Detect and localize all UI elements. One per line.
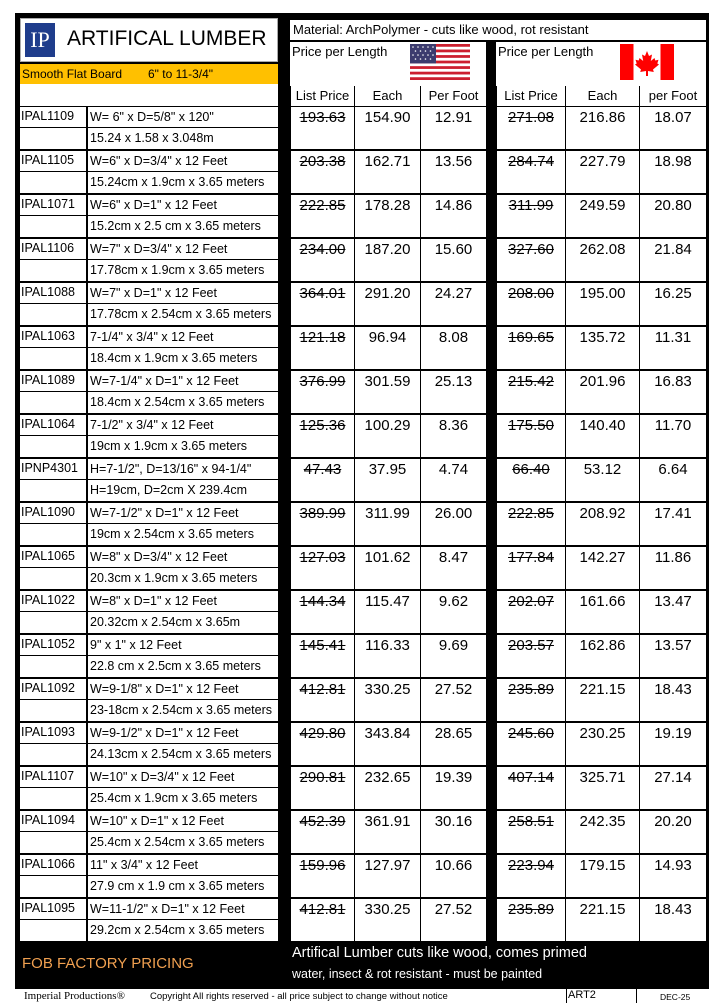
item-metric-size: 25.4cm x 1.9cm x 3.65 meters: [88, 788, 278, 809]
ca-each-price: 179.15: [566, 855, 639, 897]
item-code-spacer: [20, 436, 86, 457]
canada-flag-icon: [620, 44, 674, 80]
us-list-price: 412.81: [291, 679, 354, 721]
us-list-price: 203.38: [291, 151, 354, 193]
ca-list-price: 223.94: [497, 855, 565, 897]
item-code-spacer: [20, 172, 86, 193]
item-code: IPAL1066: [20, 855, 86, 875]
ca-foot-price: 18.98: [640, 151, 706, 193]
ca-each-price: 249.59: [566, 195, 639, 237]
ca-foot-price: 11.70: [640, 415, 706, 457]
us-each-price: 311.99: [355, 503, 420, 545]
ca-list-price: 222.85: [497, 503, 565, 545]
item-description: W=8" x D=3/4" x 12 Feet: [88, 547, 278, 567]
us-each-price: 301.59: [355, 371, 420, 413]
us-list-price: 389.99: [291, 503, 354, 545]
item-metric-size: 20.3cm x 1.9cm x 3.65 meters: [88, 568, 278, 589]
ca-list-price: 177.84: [497, 547, 565, 589]
item-metric-size: 19cm x 2.54cm x 3.65 meters: [88, 524, 278, 545]
us-foot-price: 12.91: [421, 107, 486, 149]
ca-each-price: 325.71: [566, 767, 639, 809]
copyright-notice: Copyright All rights reserved - all price subject to change without notice: [150, 991, 448, 1002]
item-code: IPAL1090: [20, 503, 86, 523]
ca-list-price: 407.14: [497, 767, 565, 809]
us-list-price: 144.34: [291, 591, 354, 633]
us-list-price: 234.00: [291, 239, 354, 281]
ca-list-price: 208.00: [497, 283, 565, 325]
us-list-price: 127.03: [291, 547, 354, 589]
us-each-price: 115.47: [355, 591, 420, 633]
item-metric-size: 17.78cm x 1.9cm x 3.65 meters: [88, 260, 278, 281]
ca-list-price: 284.74: [497, 151, 565, 193]
item-code-spacer: [20, 920, 86, 941]
us-each-price: 232.65: [355, 767, 420, 809]
us-list-price: 193.63: [291, 107, 354, 149]
page-title: ARTIFICAL LUMBER: [67, 27, 267, 50]
ca-list-price: 66.40: [497, 459, 565, 501]
item-code-spacer: [20, 128, 86, 149]
us-each-price: 361.91: [355, 811, 420, 853]
col-header-ca-each: Each: [566, 86, 639, 106]
us-each-price: 343.84: [355, 723, 420, 765]
item-code: IPAL1107: [20, 767, 86, 787]
item-code: IPAL1109: [20, 107, 86, 127]
size-range: 6" to 11-3/4": [148, 67, 214, 81]
item-description: 7-1/4" x 3/4" x 12 Feet: [88, 327, 278, 347]
spacer-row: [20, 84, 278, 106]
us-list-price: 159.96: [291, 855, 354, 897]
us-each-price: 154.90: [355, 107, 420, 149]
us-each-price: 96.94: [355, 327, 420, 369]
item-description: W=6" x D=3/4" x 12 Feet: [88, 151, 278, 171]
material-note: Material: ArchPolymer - cuts like wood, rot resistant: [290, 20, 706, 40]
ca-each-price: 162.86: [566, 635, 639, 677]
ca-list-price: 175.50: [497, 415, 565, 457]
item-code: IPAL1071: [20, 195, 86, 215]
item-code-spacer: [20, 480, 86, 501]
item-description: W=10" x D=1" x 12 Feet: [88, 811, 278, 831]
us-each-price: 330.25: [355, 899, 420, 941]
footer-divider: [566, 989, 567, 1003]
ca-foot-price: 16.25: [640, 283, 706, 325]
item-description: H=7-1/2", D=13/16" x 94-1/4": [88, 459, 278, 479]
product-band: [20, 64, 278, 84]
item-metric-size: 15.24cm x 1.9cm x 3.65 meters: [88, 172, 278, 193]
ca-each-price: 201.96: [566, 371, 639, 413]
ca-foot-price: 20.80: [640, 195, 706, 237]
item-metric-size: 15.24 x 1.58 x 3.048m: [88, 128, 278, 149]
item-code-spacer: [20, 260, 86, 281]
us-foot-price: 8.47: [421, 547, 486, 589]
us-foot-price: 4.74: [421, 459, 486, 501]
us-list-price: 145.41: [291, 635, 354, 677]
ca-each-price: 230.25: [566, 723, 639, 765]
item-description: W=6" x D=1" x 12 Feet: [88, 195, 278, 215]
item-description: 7-1/2" x 3/4" x 12 Feet: [88, 415, 278, 435]
ca-foot-price: 13.57: [640, 635, 706, 677]
us-foot-price: 14.86: [421, 195, 486, 237]
ca-each-price: 262.08: [566, 239, 639, 281]
us-list-price: 452.39: [291, 811, 354, 853]
item-description: W=8" x D=1" x 12 Feet: [88, 591, 278, 611]
company-logo: IP: [25, 23, 55, 57]
item-metric-size: 20.32cm x 2.54cm x 3.65m: [88, 612, 278, 633]
ca-foot-price: 11.86: [640, 547, 706, 589]
us-foot-price: 8.36: [421, 415, 486, 457]
us-each-price: 100.29: [355, 415, 420, 457]
us-each-price: 187.20: [355, 239, 420, 281]
ca-each-price: 53.12: [566, 459, 639, 501]
us-each-price: 162.71: [355, 151, 420, 193]
company-name: Imperial Productions®: [24, 990, 125, 1002]
item-metric-size: 29.2cm x 2.54cm x 3.65 meters: [88, 920, 278, 941]
item-code: IPAL1106: [20, 239, 86, 259]
footer-divider: [636, 989, 637, 1003]
col-header-ca-per-foot: per Foot: [640, 86, 706, 106]
us-list-price: 376.99: [291, 371, 354, 413]
item-code: IPAL1089: [20, 371, 86, 391]
item-code-spacer: [20, 700, 86, 721]
item-code: IPNP4301: [20, 459, 86, 479]
item-code: IPAL1088: [20, 283, 86, 303]
us-each-price: 291.20: [355, 283, 420, 325]
ca-list-price: 311.99: [497, 195, 565, 237]
ca-list-price: 169.65: [497, 327, 565, 369]
footer-note-line-2: water, insect & rot resistant - must be painted: [292, 967, 543, 981]
ca-each-price: 221.15: [566, 899, 639, 941]
us-foot-price: 10.66: [421, 855, 486, 897]
item-code-spacer: [20, 304, 86, 325]
ca-each-price: 208.92: [566, 503, 639, 545]
ca-each-price: 135.72: [566, 327, 639, 369]
item-code-spacer: [20, 348, 86, 369]
ca-foot-price: 17.41: [640, 503, 706, 545]
ca-foot-price: 21.84: [640, 239, 706, 281]
item-metric-size: 17.78cm x 2.54cm x 3.65 meters: [88, 304, 278, 325]
us-each-price: 116.33: [355, 635, 420, 677]
us-list-price: 429.80: [291, 723, 354, 765]
item-code-spacer: [20, 568, 86, 589]
col-header-ca-list: List Price: [497, 86, 565, 106]
item-metric-size: 24.13cm x 2.54cm x 3.65 meters: [88, 744, 278, 765]
item-code: IPAL1065: [20, 547, 86, 567]
item-code-spacer: [20, 612, 86, 633]
ca-each-price: 140.40: [566, 415, 639, 457]
us-foot-price: 8.08: [421, 327, 486, 369]
ca-foot-price: 6.64: [640, 459, 706, 501]
item-metric-size: 19cm x 1.9cm x 3.65 meters: [88, 436, 278, 457]
ca-list-price: 258.51: [497, 811, 565, 853]
item-code: IPAL1052: [20, 635, 86, 655]
item-description: 9" x 1" x 12 Feet: [88, 635, 278, 655]
item-code-spacer: [20, 832, 86, 853]
ca-each-price: 227.79: [566, 151, 639, 193]
us-each-price: 101.62: [355, 547, 420, 589]
ca-foot-price: 14.93: [640, 855, 706, 897]
item-metric-size: 25.4cm x 2.54cm x 3.65 meters: [88, 832, 278, 853]
ca-foot-price: 19.19: [640, 723, 706, 765]
us-foot-price: 9.62: [421, 591, 486, 633]
us-each-price: 37.95: [355, 459, 420, 501]
us-list-price: 222.85: [291, 195, 354, 237]
item-description: W=7-1/2" x D=1" x 12 Feet: [88, 503, 278, 523]
item-code: IPAL1022: [20, 591, 86, 611]
item-metric-size: 23-18cm x 2.54cm x 3.65 meters: [88, 700, 278, 721]
ca-list-price: 235.89: [497, 679, 565, 721]
us-foot-price: 28.65: [421, 723, 486, 765]
ca-foot-price: 11.31: [640, 327, 706, 369]
item-code-spacer: [20, 788, 86, 809]
col-header-us-per-foot: Per Foot: [421, 86, 486, 106]
usa-flag-icon: [410, 44, 470, 80]
title-box: [20, 18, 278, 62]
ca-each-price: 221.15: [566, 679, 639, 721]
ca-list-price: 327.60: [497, 239, 565, 281]
footer-note-line-1: Artifical Lumber cuts like wood, comes primed: [292, 945, 587, 961]
item-code: IPAL1094: [20, 811, 86, 831]
item-description: W=10" x D=3/4" x 12 Feet: [88, 767, 278, 787]
ca-list-price: 235.89: [497, 899, 565, 941]
item-metric-size: 22.8 cm x 2.5cm x 3.65 meters: [88, 656, 278, 677]
us-foot-price: 27.52: [421, 899, 486, 941]
ca-list-price: 245.60: [497, 723, 565, 765]
item-description: W=7-1/4" x D=1" x 12 Feet: [88, 371, 278, 391]
col-header-us-list: List Price: [291, 86, 354, 106]
item-description: 11" x 3/4" x 12 Feet: [88, 855, 278, 875]
us-each-price: 127.97: [355, 855, 420, 897]
us-price-header: [290, 42, 486, 86]
ca-each-price: 216.86: [566, 107, 639, 149]
item-metric-size: H=19cm, D=2cm X 239.4cm: [88, 480, 278, 501]
item-description: W=9-1/2" x D=1" x 12 Feet: [88, 723, 278, 743]
date-code: DEC-25: [660, 992, 691, 1002]
item-metric-size: 15.2cm x 2.5 cm x 3.65 meters: [88, 216, 278, 237]
us-foot-price: 13.56: [421, 151, 486, 193]
item-description: W= 6" x D=5/8" x 120": [88, 107, 278, 127]
item-code: IPAL1063: [20, 327, 86, 347]
ca-foot-price: 20.20: [640, 811, 706, 853]
us-list-price: 125.36: [291, 415, 354, 457]
ca-foot-price: 16.83: [640, 371, 706, 413]
sheet-code: ART2: [568, 989, 596, 1001]
ca-list-price: 203.57: [497, 635, 565, 677]
us-foot-price: 19.39: [421, 767, 486, 809]
item-code-spacer: [20, 392, 86, 413]
item-code: IPAL1105: [20, 151, 86, 171]
us-foot-price: 25.13: [421, 371, 486, 413]
item-code-spacer: [20, 744, 86, 765]
ca-foot-price: 18.43: [640, 679, 706, 721]
ca-list-price: 271.08: [497, 107, 565, 149]
ca-list-price: 202.07: [497, 591, 565, 633]
ca-list-price: 215.42: [497, 371, 565, 413]
us-each-price: 330.25: [355, 679, 420, 721]
ca-each-price: 161.66: [566, 591, 639, 633]
ca-foot-price: 27.14: [640, 767, 706, 809]
ca-each-price: 195.00: [566, 283, 639, 325]
us-list-price: 47.43: [291, 459, 354, 501]
item-code-spacer: [20, 216, 86, 237]
ca-each-price: 142.27: [566, 547, 639, 589]
col-header-us-each: Each: [355, 86, 420, 106]
us-foot-price: 24.27: [421, 283, 486, 325]
us-foot-price: 30.16: [421, 811, 486, 853]
item-code-spacer: [20, 524, 86, 545]
item-code-spacer: [20, 656, 86, 677]
us-each-price: 178.28: [355, 195, 420, 237]
item-code-spacer: [20, 876, 86, 897]
ca-foot-price: 13.47: [640, 591, 706, 633]
ca-each-price: 242.35: [566, 811, 639, 853]
us-foot-price: 15.60: [421, 239, 486, 281]
us-foot-price: 27.52: [421, 679, 486, 721]
us-foot-price: 26.00: [421, 503, 486, 545]
fob-label: FOB FACTORY PRICING: [22, 955, 194, 972]
us-list-price: 412.81: [291, 899, 354, 941]
ca-foot-price: 18.07: [640, 107, 706, 149]
item-code: IPAL1095: [20, 899, 86, 919]
price-per-length-label-us: Price per Length: [292, 44, 388, 59]
item-code: IPAL1092: [20, 679, 86, 699]
item-metric-size: 27.9 cm x 1.9 cm x 3.65 meters: [88, 876, 278, 897]
item-metric-size: 18.4cm x 1.9cm x 3.65 meters: [88, 348, 278, 369]
us-list-price: 364.01: [291, 283, 354, 325]
item-description: W=7" x D=1" x 12 Feet: [88, 283, 278, 303]
ca-foot-price: 18.43: [640, 899, 706, 941]
item-description: W=7" x D=3/4" x 12 Feet: [88, 239, 278, 259]
canada-price-header: [496, 42, 706, 86]
product-name: Smooth Flat Board: [22, 67, 123, 81]
price-per-length-label-ca: Price per Length: [498, 44, 594, 59]
item-description: W=11-1/2" x D=1" x 12 Feet: [88, 899, 278, 919]
us-foot-price: 9.69: [421, 635, 486, 677]
item-metric-size: 18.4cm x 2.54cm x 3.65 meters: [88, 392, 278, 413]
us-list-price: 121.18: [291, 327, 354, 369]
item-description: W=9-1/8" x D=1" x 12 Feet: [88, 679, 278, 699]
item-code: IPAL1064: [20, 415, 86, 435]
us-list-price: 290.81: [291, 767, 354, 809]
item-code: IPAL1093: [20, 723, 86, 743]
